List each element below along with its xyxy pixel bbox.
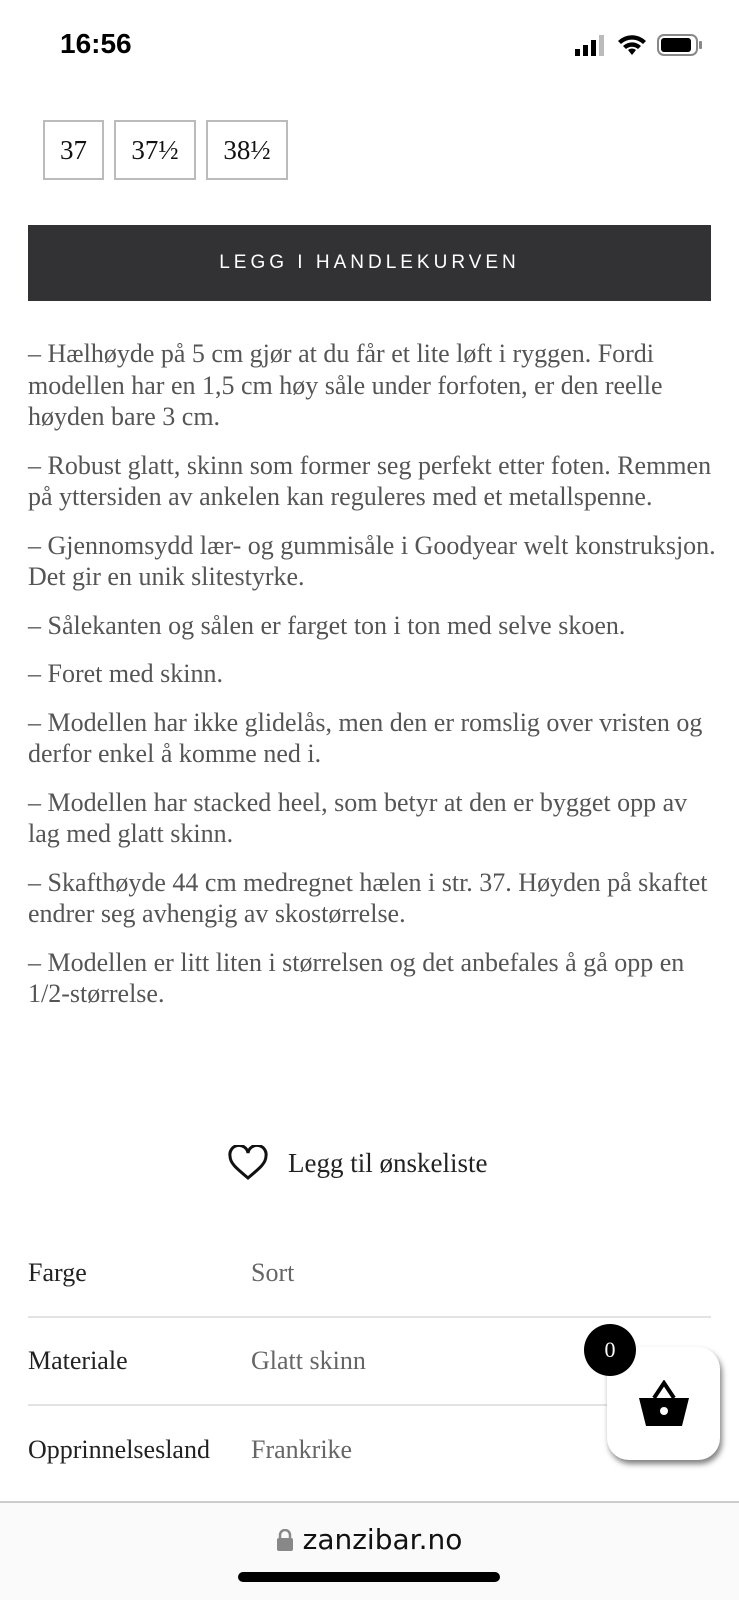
description-paragraph: – Gjennomsydd lær- og gummisåle i Goodyear welt konstruksjon. Det gir en unik slitestyrke.	[28, 530, 716, 591]
attribute-label: Opprinnelsesland	[28, 1435, 210, 1464]
wishlist-label: Legg til ønskeliste	[288, 1147, 488, 1178]
add-to-wishlist-button[interactable]	[228, 1145, 487, 1181]
description-paragraph: – Modellen har ikke glidelås, men den er romslig over vristen og derfor enkel å komme ned i.	[28, 707, 703, 768]
heart-icon	[228, 1145, 268, 1181]
description-paragraph: – Foret med skinn.	[28, 659, 223, 688]
description-paragraph: – Sålekanten og sålen er farget ton i ton med selve skoen.	[28, 610, 626, 640]
battery-icon	[657, 34, 703, 56]
size-option[interactable]: 38½	[206, 120, 288, 180]
address-bar[interactable]	[0, 1523, 739, 1556]
url-text: zanzibar.no	[302, 1523, 463, 1556]
status-time: 16:56	[60, 28, 132, 59]
wifi-icon	[617, 34, 647, 56]
size-option[interactable]: 37	[43, 120, 104, 180]
signal-icon	[575, 34, 607, 56]
attribute-label: Materiale	[28, 1346, 128, 1375]
description-paragraph: – Modellen er litt liten i størrelsen og det anbefales å gå opp en 1/2-størrelse.	[28, 947, 685, 1008]
lock-icon	[277, 1529, 293, 1551]
description-paragraph: – Hælhøyde på 5 cm gjør at du får et lite løft i ryggen. Fordi modellen har en 1,5 cm høy såle under forfoten, er den reelle høyden bare 3 cm.	[28, 339, 663, 431]
attribute-value: Sort	[251, 1258, 295, 1287]
home-indicator	[238, 1572, 500, 1582]
description-paragraph: – Modellen har stacked heel, som betyr at den er bygget opp av lag med glatt skinn.	[28, 787, 688, 848]
attribute-row	[28, 1230, 711, 1318]
size-option[interactable]: 37½	[114, 120, 196, 180]
browser-bar	[0, 1501, 739, 1600]
size-selector	[43, 120, 288, 180]
description-paragraph: – Robust glatt, skinn som former seg perfekt etter foten. Remmen på yttersiden av ankelen kan reguleres med et metallspenne.	[28, 450, 712, 511]
basket-icon	[637, 1380, 691, 1428]
cart-count-badge: 0	[584, 1324, 636, 1376]
status-bar	[0, 0, 739, 95]
attribute-value: Frankrike	[251, 1435, 353, 1464]
attribute-value: Glatt skinn	[251, 1346, 366, 1375]
add-to-cart-button[interactable]: LEGG I HANDLEKURVEN	[28, 225, 711, 301]
description-paragraph: – Skafthøyde 44 cm medregnet hælen i str. 37. Høyden på skaftet endrer seg avhengig av skostørrelse.	[28, 867, 708, 928]
product-description	[28, 338, 718, 1027]
attribute-label: Farge	[28, 1258, 87, 1287]
